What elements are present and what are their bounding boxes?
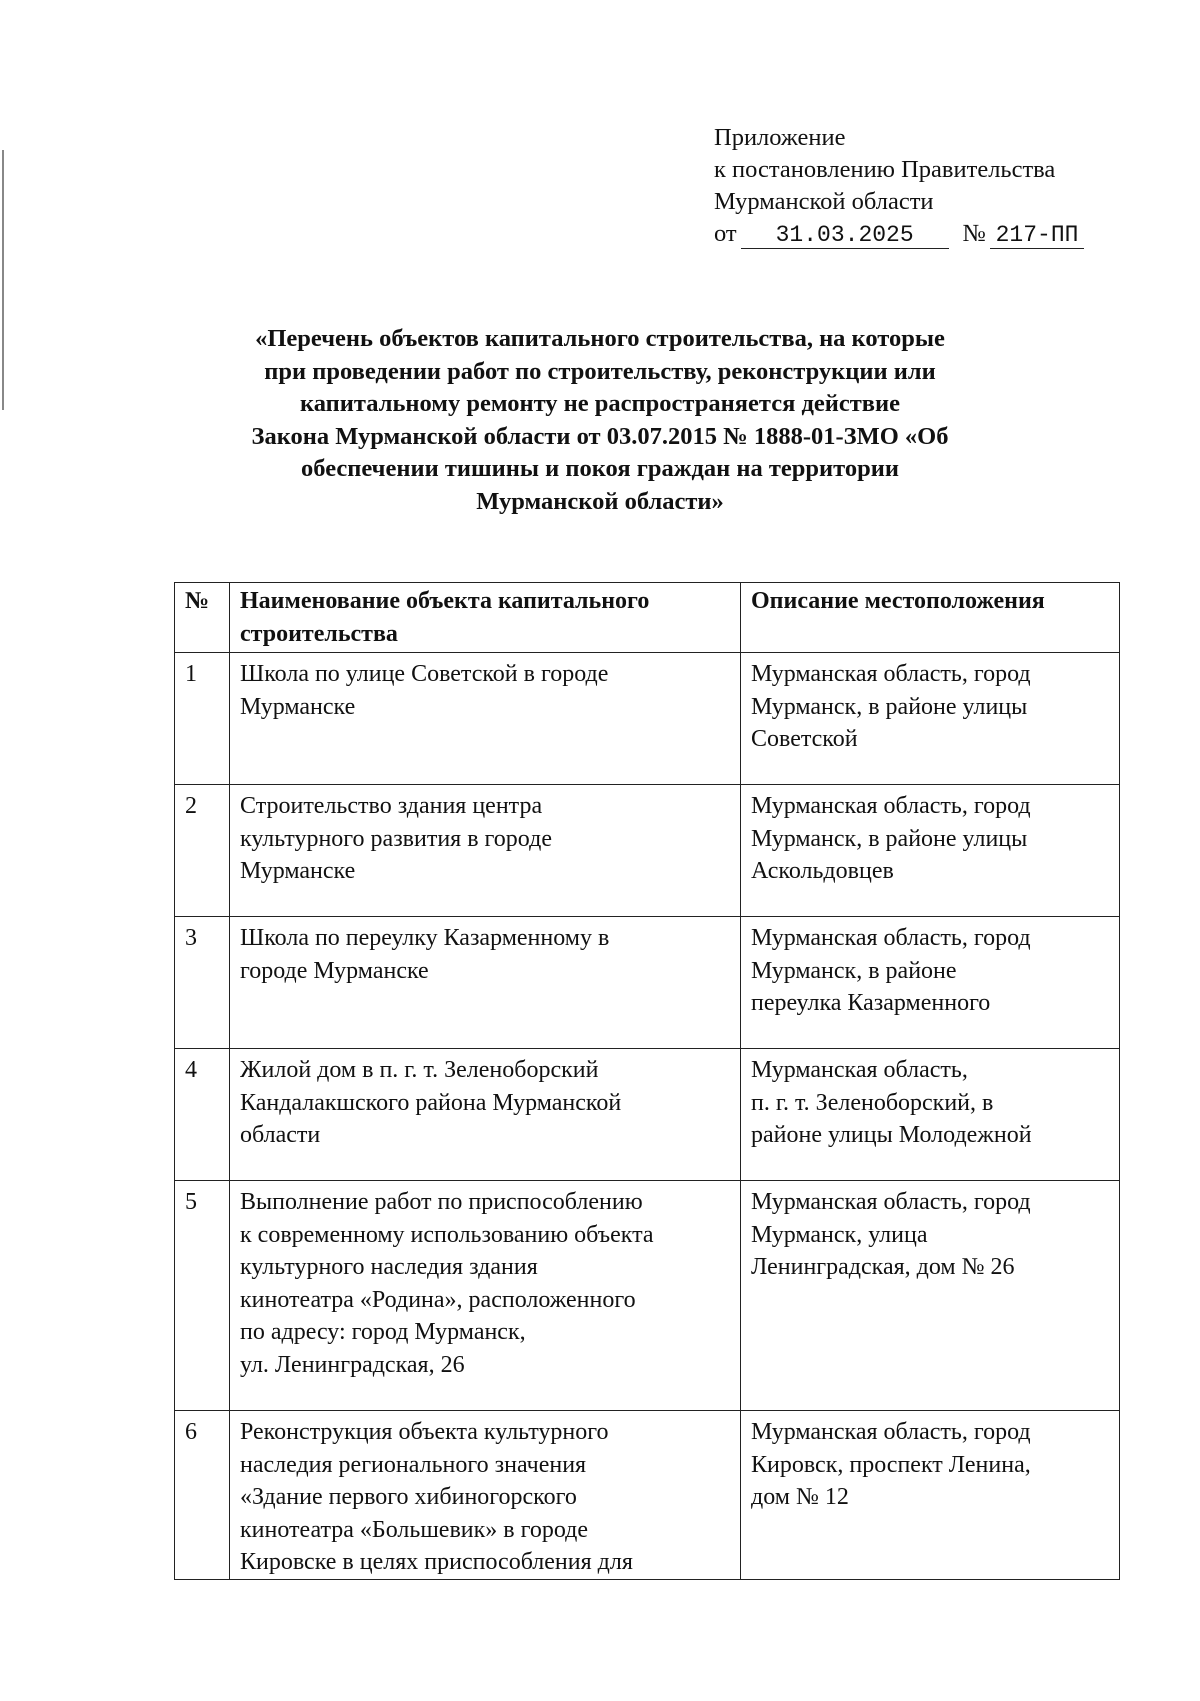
name-line: Школа по переулку Казарменному в — [240, 925, 610, 951]
row-number: 3 — [175, 917, 230, 1049]
table-row — [175, 1411, 1120, 1580]
header-number: № — [175, 583, 230, 653]
name-line: «Здание первого хибиногорского — [240, 1484, 577, 1510]
appendix-line-3: Мурманской области — [714, 188, 934, 215]
appendix-line-1: Приложение — [714, 124, 846, 151]
name-line: кинотеатра «Родина», расположенного — [240, 1286, 636, 1313]
object-name — [230, 917, 741, 1049]
row-number: 5 — [175, 1181, 230, 1411]
document-title — [200, 323, 1000, 518]
row-number: 4 — [175, 1049, 230, 1181]
name-line: культурного развития в городе — [240, 825, 552, 852]
object-location — [741, 1049, 1120, 1181]
object-location — [741, 1181, 1120, 1411]
object-name — [230, 785, 741, 917]
name-line: Кировске в целях приспособления для — [240, 1549, 633, 1575]
title-line: капитальному ремонту не распространяется действие — [300, 390, 900, 417]
object-location — [741, 785, 1120, 917]
location-line: Мурманская область, город — [751, 1419, 1031, 1445]
number-label: № — [962, 220, 987, 247]
table-header-row — [175, 583, 1120, 653]
object-name — [230, 1411, 741, 1580]
appendix-block — [714, 122, 1084, 250]
objects-table — [174, 582, 1120, 1580]
name-line: к современному использованию объекта — [240, 1221, 654, 1248]
table-row — [175, 1181, 1120, 1411]
table-row — [175, 1049, 1120, 1181]
name-line: по адресу: город Мурманск, — [240, 1319, 526, 1345]
table-row — [175, 785, 1120, 917]
from-label: от — [714, 220, 737, 247]
header-location: Описание местоположения — [741, 583, 1120, 653]
location-line: Мурманская область, город — [751, 925, 1031, 951]
name-line: Выполнение работ по приспособлению — [240, 1189, 643, 1215]
title-line: «Перечень объектов капитального строительства, на которые — [255, 325, 945, 352]
header-object-name — [230, 583, 741, 653]
location-line: Мурманская область, город — [751, 661, 1031, 687]
name-line: Строительство здания центра — [240, 793, 543, 819]
location-line: Советской — [751, 726, 858, 752]
location-line: Мурманская область, — [751, 1057, 968, 1083]
name-line: городе Мурманске — [240, 957, 429, 984]
object-name — [230, 1181, 741, 1411]
location-line: Мурманск, в районе улицы — [751, 825, 1028, 852]
header-name-line: Наименование объекта капитального — [240, 588, 650, 614]
object-location — [741, 653, 1120, 785]
row-number: 1 — [175, 653, 230, 785]
appendix-date-line — [714, 218, 1084, 250]
name-line: ул. Ленинградская, 26 — [240, 1351, 465, 1378]
object-name — [230, 653, 741, 785]
name-line: кинотеатра «Большевик» в городе — [240, 1516, 589, 1543]
name-line: Мурманске — [240, 858, 356, 884]
resolution-number: 217-ПП — [990, 222, 1084, 249]
row-number: 6 — [175, 1411, 230, 1580]
location-line: Мурманск, в районе — [751, 957, 957, 984]
object-location — [741, 1411, 1120, 1580]
location-line: Ленинградская, дом № 26 — [751, 1254, 1015, 1280]
location-line: Аскольдовцев — [751, 858, 894, 884]
location-line: Мурманск, улица — [751, 1221, 928, 1248]
header-name-line: строительства — [240, 620, 398, 647]
location-line: районе улицы Молодежной — [751, 1122, 1032, 1148]
location-line: Мурманская область, город — [751, 793, 1031, 819]
title-line: Мурманской области» — [476, 487, 724, 515]
name-line: Кандалакшского района Мурманской — [240, 1089, 622, 1116]
scan-edge-mark — [2, 150, 4, 410]
location-line: Мурманская область, город — [751, 1189, 1031, 1215]
name-line: культурного наследия здания — [240, 1254, 538, 1280]
location-line: Мурманск, в районе улицы — [751, 693, 1028, 720]
title-line: при проведении работ по строительству, реконструкции или — [264, 357, 936, 385]
resolution-date: 31.03.2025 — [741, 222, 949, 249]
name-line: области — [240, 1122, 321, 1148]
row-number: 2 — [175, 785, 230, 917]
location-line: п. г. т. Зеленоборский, в — [751, 1089, 994, 1116]
name-line: наследия регионального значения — [240, 1451, 587, 1478]
object-location — [741, 917, 1120, 1049]
table-row — [175, 917, 1120, 1049]
location-line: переулка Казарменного — [751, 990, 991, 1016]
table-row — [175, 653, 1120, 785]
name-line: Школа по улице Советской в городе — [240, 661, 609, 687]
name-line: Реконструкция объекта культурного — [240, 1419, 609, 1445]
name-line: Мурманске — [240, 693, 356, 720]
title-line: Закона Мурманской области от 03.07.2015 № 1888-01-ЗМО «Об — [251, 422, 949, 450]
title-line: обеспечении тишины и покоя граждан на территории — [301, 455, 899, 482]
appendix-line-2: к постановлению Правительства — [714, 156, 1056, 183]
object-name — [230, 1049, 741, 1181]
location-line: Кировск, проспект Ленина, — [751, 1451, 1031, 1478]
name-line: Жилой дом в п. г. т. Зеленоборский — [240, 1057, 599, 1083]
location-line: дом № 12 — [751, 1484, 849, 1510]
